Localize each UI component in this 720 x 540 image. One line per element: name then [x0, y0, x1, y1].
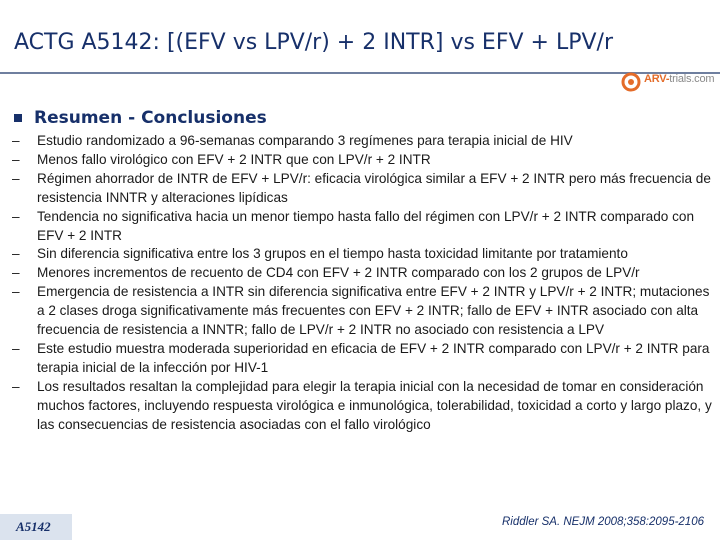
study-badge-text: A5142 [16, 519, 51, 534]
arv-trials-logo [620, 68, 716, 98]
study-badge [0, 514, 72, 540]
dash-bullet-icon: – [12, 170, 20, 186]
bullet-list [12, 132, 712, 435]
list-item [12, 151, 712, 170]
list-item [12, 245, 712, 264]
list-item-text: Este estudio muestra moderada superioridad en eficacia de EFV + 2 INTR comparado con LPV/r + 2 INTR para terapia inicial de la infección por HIV-1 [37, 340, 710, 375]
list-item [12, 283, 712, 340]
dash-bullet-icon: – [12, 133, 20, 148]
arv-trials-logo-icon [620, 71, 646, 93]
list-item-text: Emergencia de resistencia a INTR sin diferencia significativa entre EFV + 2 INTR y LPV/r + 2 INTR; mutaciones a 2 clases droga significativamente más frecuentes con EFV + 2 INTR; fallo de EFV + INTR asociado con alta frecuencia de resistencia a INNTR; fallo de LPV/r + 2 INTR no asociado con resistencia a LPV [37, 284, 710, 338]
list-item-text: Menores incrementos de recuento de CD4 con EFV + 2 INTR comparado con los 2 grupos de LPV/r [37, 265, 640, 281]
list-item-text: Tendencia no significativa hacia un menor tiempo hasta fallo del régimen con LPV/r + 2 INTR comparado con EFV + 2 INTR [37, 208, 695, 243]
dash-bullet-icon: – [12, 208, 20, 224]
dash-bullet-icon: – [12, 151, 20, 167]
list-item [12, 264, 712, 283]
section-header [14, 108, 267, 128]
dash-bullet-icon: – [12, 265, 20, 281]
list-item [12, 170, 712, 208]
list-item-text: Estudio randomizado a 96-semanas comparando 3 regímenes para terapia inicial de HIV [37, 133, 573, 148]
dash-bullet-icon: – [12, 246, 20, 262]
list-item [12, 340, 712, 378]
title-rule [0, 72, 720, 74]
slide-title: ACTG A5142: [(EFV vs LPV/r) + 2 INTR] vs EFV + LPV/r [14, 30, 613, 55]
list-item-text: Sin diferencia significativa entre los 3 grupos en el tiempo hasta toxicidad limitante por tratamiento [37, 246, 628, 262]
list-item [12, 208, 712, 246]
logo-text [644, 73, 714, 85]
dash-bullet-icon: – [12, 340, 20, 356]
dash-bullet-icon: – [12, 378, 20, 394]
section-title: Resumen - Conclusiones [34, 108, 267, 128]
list-item-text: Menos fallo virológico con EFV + 2 INTR que con LPV/r + 2 INTR [37, 151, 431, 167]
dash-bullet-icon: – [12, 284, 20, 300]
list-item [12, 378, 712, 435]
list-item [12, 132, 712, 151]
square-bullet-icon [14, 114, 22, 122]
list-item-text: Régimen ahorrador de INTR de EFV + LPV/r: eficacia virológica similar a EFV + 2 INTR pero más frecuencia de resistencia INNTR y alteraciones lipídicas [37, 170, 711, 205]
citation: Riddler SA. NEJM 2008;358:2095-2106 [501, 516, 704, 528]
logo-text-main: ARV- [644, 73, 670, 85]
list-item-text: Los resultados resaltan la complejidad para elegir la terapia inicial con la necesidad de tomar en consideración muchos factores, incluyendo respuesta virológica e inmunológica, tolerabilidad, toxicidad a corto y largo plazo, y las consecuencias de resistencia asociadas con el fallo virológico [37, 378, 712, 432]
logo-text-suffix: trials.com [669, 73, 715, 85]
